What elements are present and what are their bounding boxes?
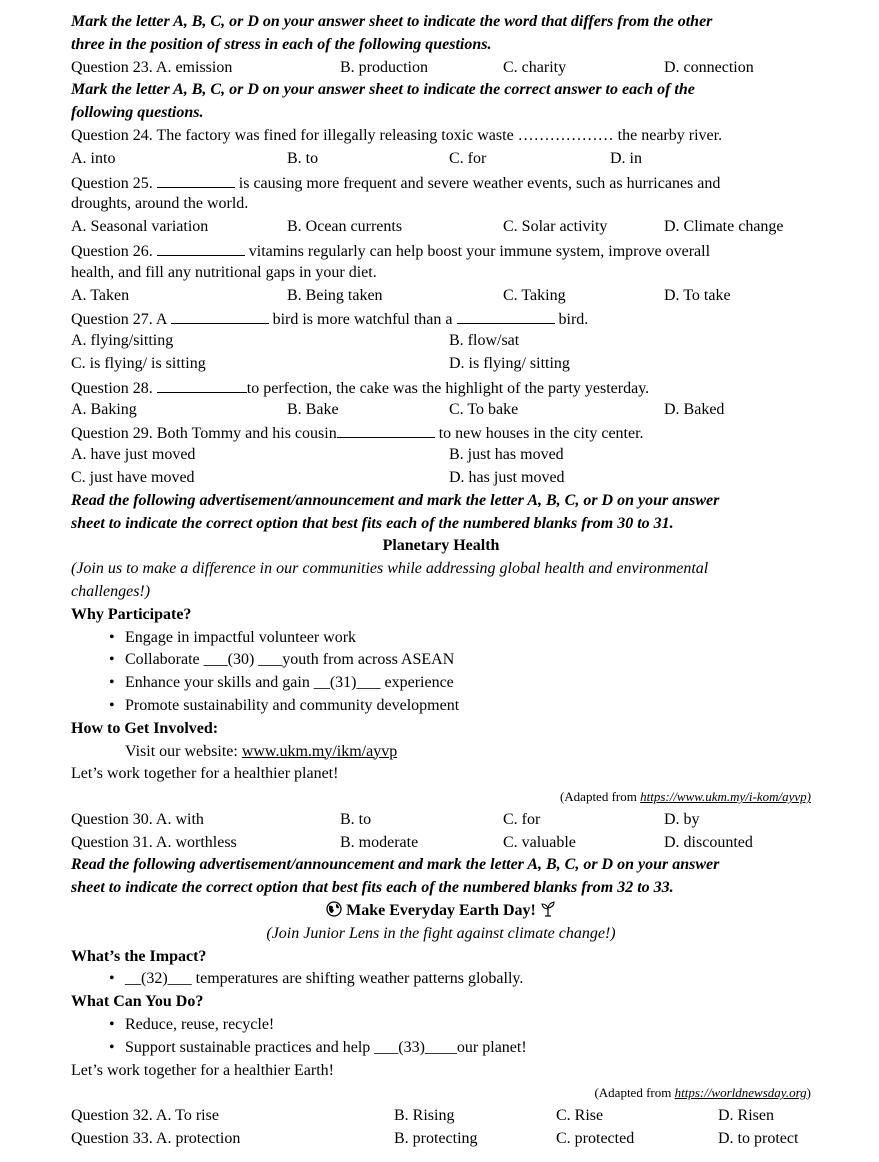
bullet-item: • __(32)___ temperatures are shifting weather patterns globally. [71, 968, 811, 991]
ad-heading: What Can You Do? [71, 993, 204, 1011]
ad-title: Make Everyday Earth Day! [71, 900, 811, 923]
sprout-icon [540, 901, 556, 917]
answer-blank [337, 421, 435, 438]
section-instruction: three in the position of stress in each of the following questions. [71, 35, 492, 53]
question-24-stem: Question 24. The factory was fined for illegally releasing toxic waste ……………… the nearby river. [71, 126, 723, 144]
question-26-stem-cont: health, and fill any nutritional gaps in your diet. [71, 263, 377, 281]
ad-heading: Why Participate? [71, 605, 192, 623]
question-27-stem: Question 27. A bird is more watchful than a bird. [71, 307, 811, 330]
source-link[interactable]: https://www.ukm.my/i-kom/ayvp) [640, 789, 811, 805]
question-25-stem-cont: droughts, around the world. [71, 195, 249, 213]
section-instruction: sheet to indicate the correct option that best fits each of the numbered blanks from 30 to 31. [71, 514, 674, 532]
question-28-stem: Question 28. to perfection, the cake was the highlight of the party yesterday. [71, 376, 811, 399]
bullet-item: • Engage in impactful volunteer work [71, 627, 811, 650]
website-line: Visit our website: www.ukm.my/ikm/ayvp [125, 742, 398, 760]
ad-title: Planetary Health [382, 537, 500, 555]
bullet-item: • Enhance your skills and gain __(31)___ experience [71, 672, 811, 695]
bullet-item: • Support sustainable practices and help ___(33)____our planet! [71, 1037, 811, 1060]
section-instruction: Read the following advertisement/announcement and mark the letter A, B, C, or D on your answer [71, 491, 720, 509]
ad-subtitle-cont: challenges!) [71, 582, 151, 600]
question-29-stem: Question 29. Both Tommy and his cousin to new houses in the city center. [71, 421, 811, 444]
answer-blank [157, 171, 235, 188]
question-26-stem: Question 26. vitamins regularly can help boost your immune system, improve overall [71, 239, 811, 262]
question-26-options: A. Taken B. Being taken C. Taking D. To take [71, 286, 731, 304]
exam-page [71, 11, 811, 1151]
section-instruction: Read the following advertisement/announcement and mark the letter A, B, C, or D on your answer [71, 856, 720, 874]
ad-subtitle: (Join Junior Lens in the fight against climate change!) [266, 924, 616, 942]
question-25-stem: Question 25. is causing more frequent and severe weather events, such as hurricanes and [71, 171, 811, 194]
website-link[interactable]: www.ukm.my/ikm/ayvp [241, 742, 398, 760]
question-32: Question 32. A. To rise B. Rising C. Rise D. Risen [71, 1107, 774, 1125]
source-citation: (Adapted from https://www.ukm.my/i-kom/ayvp) [559, 789, 811, 805]
question-29-options-cd: C. just have moved D. has just moved [71, 468, 565, 486]
question-30: Question 30. A. with B. to C. for D. by [71, 810, 700, 828]
source-link[interactable]: https://worldnewsday.org [674, 1085, 807, 1101]
bullet-item: • Promote sustainability and community development [71, 695, 811, 718]
question-29-options-ab: A. have just moved B. just has moved [71, 446, 564, 464]
answer-blank [457, 307, 555, 324]
section-instruction: following questions. [71, 104, 204, 122]
section-instruction: Mark the letter A, B, C, or D on your answer sheet to indicate the correct answer to each of the [71, 81, 695, 99]
question-28-options: A. Baking B. Bake C. To bake D. Baked [71, 400, 725, 418]
question-27-options-cd: C. is flying/ is sitting D. is flying/ sitting [71, 354, 570, 372]
answer-blank [157, 239, 245, 256]
question-23: Question 23. A. emission B. production C. charity D. connection [71, 58, 754, 76]
question-33: Question 33. A. protection B. protecting C. protected D. to protect [71, 1130, 799, 1148]
source-citation: (Adapted from https://worldnewsday.org) [594, 1085, 811, 1101]
question-27-options-ab: A. flying/sitting B. flow/sat [71, 332, 520, 350]
ad-closing: Let’s work together for a healthier Earth! [71, 1061, 334, 1079]
question-25-options: A. Seasonal variation B. Ocean currents C. Solar activity D. Climate change [71, 218, 784, 236]
ad-heading: What’s the Impact? [71, 947, 207, 965]
ad-closing: Let’s work together for a healthier planet! [71, 765, 339, 783]
globe-icon [326, 901, 342, 917]
question-31: Question 31. A. worthless B. moderate C. valuable D. discounted [71, 833, 753, 851]
section-instruction: sheet to indicate the correct option that best fits each of the numbered blanks from 32 to 33. [71, 879, 674, 897]
ad-heading: How to Get Involved: [71, 719, 219, 737]
answer-blank [171, 307, 269, 324]
answer-blank [157, 376, 247, 393]
section-instruction: Mark the letter A, B, C, or D on your answer sheet to indicate the word that differs from the other [71, 13, 713, 30]
bullet-item: • Collaborate ___(30) ___youth from across ASEAN [71, 649, 811, 672]
bullet-item: • Reduce, reuse, recycle! [71, 1014, 811, 1037]
question-24-options: A. into B. to C. for D. in [71, 149, 642, 167]
ad-subtitle: (Join us to make a difference in our communities while addressing global health and environmental [71, 560, 709, 578]
